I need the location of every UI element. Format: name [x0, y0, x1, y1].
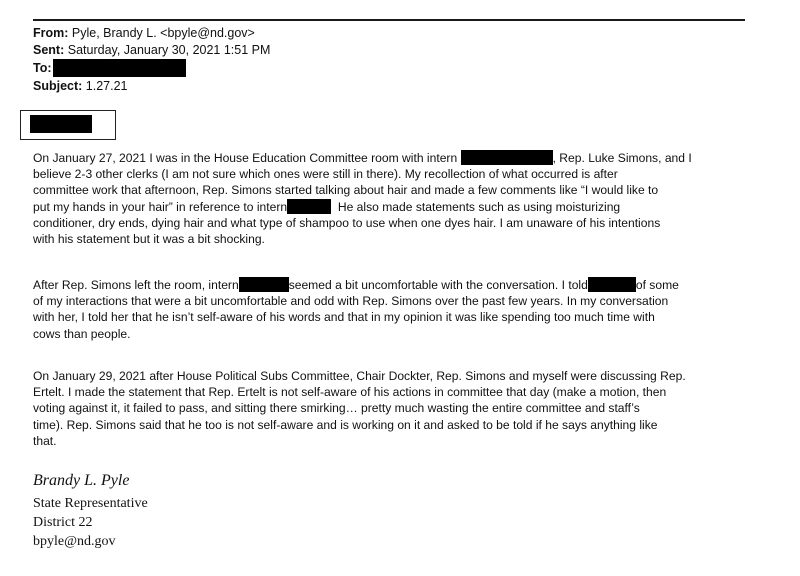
to-label: To: [33, 61, 52, 75]
text-line: voting against it, it failed to pass, and sitting there smirking… pretty much wasting the entire committee and staff’s [33, 401, 640, 416]
text-line: cows than people. [33, 326, 131, 341]
text-line: that. [33, 433, 57, 448]
paragraph-3 [33, 368, 755, 449]
text-line: On January 27, 2021 I was in the House Education Committee room with intern , Rep. Luke Simons, and I [33, 151, 692, 165]
signature-email: bpyle@nd.gov [33, 534, 116, 549]
text-line: of my interactions that were a bit uncomfortable and odd with Rep. Simons over the past few years. In my conversation [33, 294, 669, 309]
text-line: conditioner, dry ends, dying hair and what type of shampoo to use when one dyes hair. I am unaware of his intentions [33, 215, 661, 230]
subject-label: Subject: [33, 79, 83, 93]
to-line [33, 60, 52, 76]
from-label: From: [33, 26, 69, 40]
text-line: On January 29, 2021 after House Political Subs Committee, Chair Dockter, Rep. Simons and myself were discussing Rep. [33, 369, 686, 383]
paragraph-1 [33, 150, 755, 247]
from-value: Pyle, Brandy L. <bpyle@nd.gov> [71, 26, 255, 40]
text-line: Ertelt. I made the statement that Rep. Ertelt is not self-aware of his actions in committee that day (make a motion, then [33, 385, 667, 400]
subject-line [33, 78, 128, 94]
text-line: time). Rep. Simons said that he too is not self-aware and is working on it and asked to be told if he says anything like [33, 417, 658, 432]
name-redaction [588, 277, 636, 292]
name-redaction [287, 199, 331, 214]
text-line: with her, I told her that he isn’t self-aware of his words and that in my opinion it was like spending too much time with [33, 310, 655, 325]
signature-name: Brandy L. Pyle [33, 472, 130, 489]
sent-label: Sent: [33, 43, 65, 57]
signature-title: State Representative [33, 496, 148, 511]
text-line: with his statement but it was a bit shocking. [33, 232, 265, 247]
text-line: put my hands in your hair” in reference to intern He also made statements such as using moisturizing [33, 199, 621, 214]
subject-value: 1.27.21 [85, 79, 128, 93]
header-rule [33, 19, 745, 21]
signature-district: District 22 [33, 515, 93, 530]
name-redaction [239, 277, 289, 292]
text-line: committee work that afternoon, Rep. Simons started talking about hair and made a few comments like “I would like to [33, 183, 659, 198]
text-line: believe 2-3 other clerks (I am not sure which ones were still in there). My recollection of what occurred is after [33, 167, 618, 182]
paragraph-2 [33, 277, 755, 342]
greeting-redaction [30, 115, 92, 133]
sent-value: Saturday, January 30, 2021 1:51 PM [67, 43, 271, 57]
to-redaction [53, 59, 186, 77]
sent-line [33, 42, 270, 58]
from-line [33, 25, 255, 41]
text-line: After Rep. Simons left the room, intern seemed a bit uncomfortable with the conversation. I told of some [33, 278, 679, 292]
name-redaction [461, 150, 553, 165]
